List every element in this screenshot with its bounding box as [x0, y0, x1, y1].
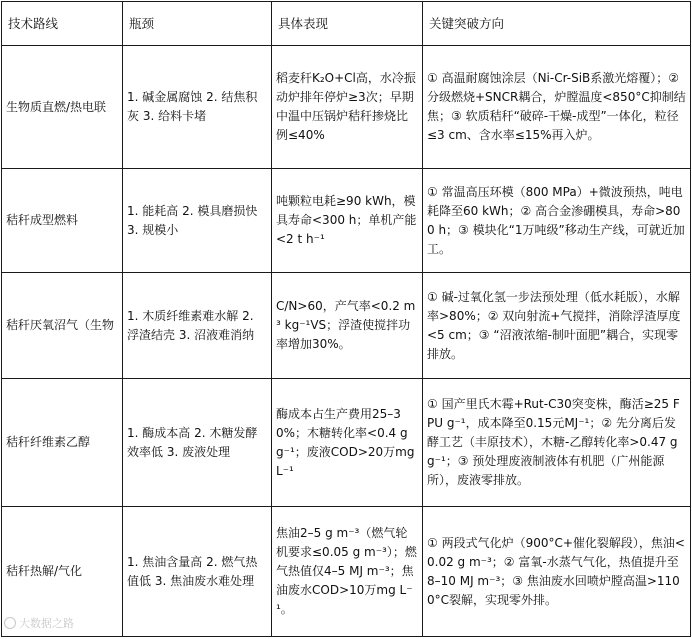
tech-roadmap-table: [1, 1, 691, 637]
performance-cell: 稻麦秆K₂O+Cl高，水冷振动炉排年停炉≥3次；早期中温中压锅炉秸秆掺烧比例≤40%: [272, 46, 423, 169]
watermark-logo-icon: [4, 617, 16, 629]
table-row: [2, 273, 691, 379]
route-cell: 秸秆热解/气化: [2, 507, 123, 637]
header-row: [2, 2, 691, 46]
performance-cell: 酶成本占生产费用25–30%；木糖转化率<0.4 g g⁻¹；废液COD>20万mg L⁻¹: [272, 379, 423, 507]
header-direction: 关键突破方向: [423, 2, 691, 46]
direction-cell: ① 两段式气化炉（900°C+催化裂解段），焦油<0.02 g m⁻³；② 富氧-水蒸气气化，热值提升至8–10 MJ m⁻³；③ 焦油废水回喷炉膛高温>1100°C裂解，实现零外排。: [423, 507, 691, 637]
route-cell: 秸秆成型燃料: [2, 169, 123, 273]
watermark-text: 大数据之路: [19, 617, 74, 630]
bottleneck-cell: 1. 酶成本高 2. 木糖发酵效率低 3. 废液处理: [123, 379, 272, 507]
bottleneck-cell: 1. 木质纤维素难水解 2. 浮渣结壳 3. 沼液难消纳: [123, 273, 272, 379]
table-row: [2, 169, 691, 273]
route-cell: 秸秆厌氧沼气（生物: [2, 273, 123, 379]
performance-cell: C/N>60，产气率<0.2 m³ kg⁻¹VS；浮渣使搅拌功率增加30%。: [272, 273, 423, 379]
route-cell: 秸秆纤维素乙醇: [2, 379, 123, 507]
direction-cell: ① 国产里氏木霉+Rut-C30突变株，酶活≥25 FPU g⁻¹，成本降至0.15元MJ⁻¹；② 先分离后发酵工艺（丰原技术），木糖-乙醇转化率>0.47 g g⁻¹；③ 预处理废液制液体有机肥（广州能源所），废液零排放。: [423, 379, 691, 507]
bottleneck-cell: 1. 焦油含量高 2. 燃气热值低 3. 焦油废水难处理: [123, 507, 272, 637]
header-performance: 具体表现: [272, 2, 423, 46]
performance-cell: 焦油2–5 g m⁻³（燃气轮机要求≤0.05 g m⁻³）；燃气热值仅4–5 MJ m⁻³；焦油废水COD>10万mg L⁻¹。: [272, 507, 423, 637]
table-row: [2, 379, 691, 507]
table-row: [2, 507, 691, 637]
direction-cell: ① 碱-过氧化氢一步法预处理（低水耗版），水解率>80%；② 双向射流+气搅拌，消除浮渣厚度<5 cm；③ “沼液浓缩-制叶面肥”耦合，实现零排放。: [423, 273, 691, 379]
header-route: 技术路线: [2, 2, 123, 46]
table-row: [2, 46, 691, 169]
watermark: [4, 615, 74, 631]
performance-cell: 吨颗粒电耗≥90 kWh，模具寿命<300 h；单机产能<2 t h⁻¹: [272, 169, 423, 273]
bottleneck-cell: 1. 碱金属腐蚀 2. 结焦积灰 3. 给料卡堵: [123, 46, 272, 169]
route-cell: 生物质直燃/热电联: [2, 46, 123, 169]
direction-cell: ① 高温耐腐蚀涂层（Ni-Cr-SiB系激光熔覆）；② 分级燃烧+SNCR耦合，炉膛温度<850°C抑制结焦；③ 软质秸秆“破碎-干燥-成型”一体化，粒径≤3 cm、含水率≤15%再入炉。: [423, 46, 691, 169]
direction-cell: ① 常温高压环模（800 MPa）+微波预热，吨电耗降至60 kWh；② 高合金渗硼模具，寿命>800 h；③ 模块化“1万吨级”移动生产线，可就近加工。: [423, 169, 691, 273]
header-bottleneck: 瓶颈: [123, 2, 272, 46]
bottleneck-cell: 1. 能耗高 2. 模具磨损快 3. 规模小: [123, 169, 272, 273]
